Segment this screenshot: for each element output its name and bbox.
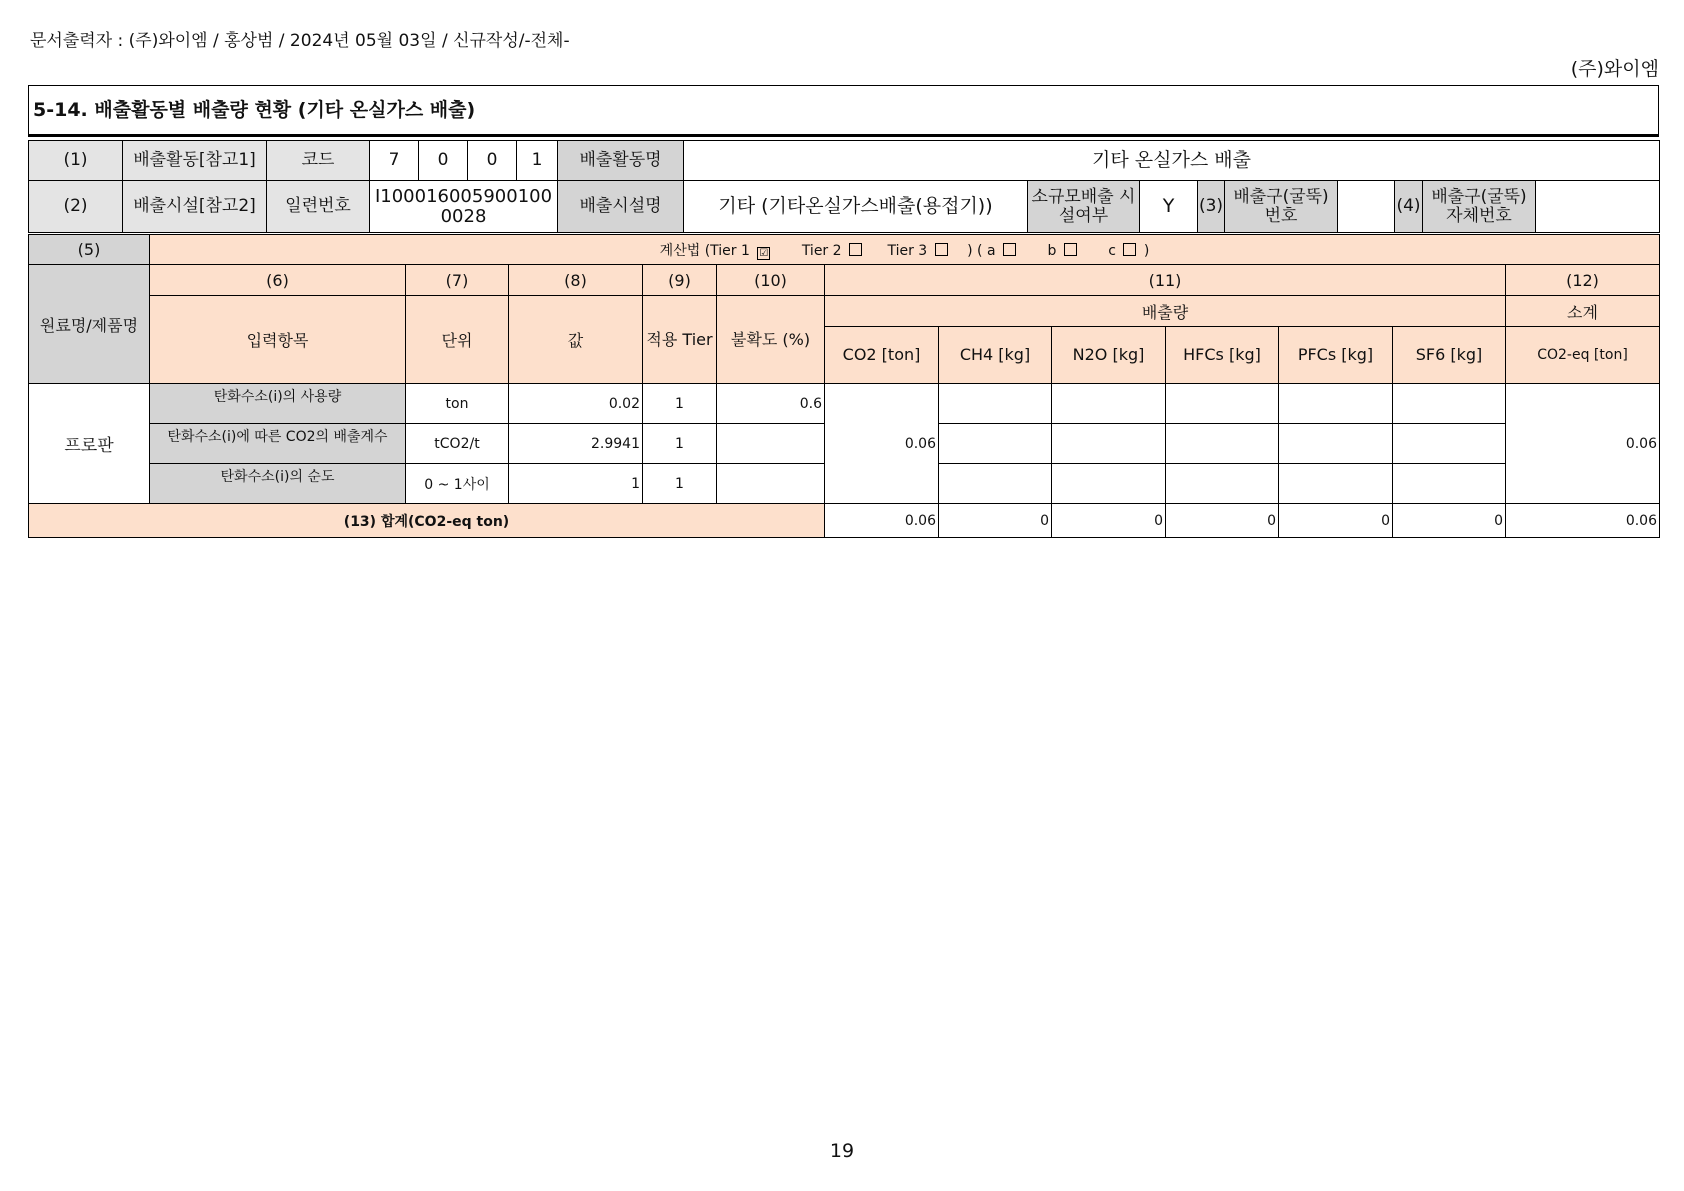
facility-name-value: 기타 (기타온실가스배출(용접기)) — [684, 181, 1028, 233]
n2o-cell — [1052, 384, 1166, 424]
own-outlet-number-value — [1536, 181, 1660, 233]
calculation-method — [150, 235, 1660, 265]
code-digit-4: 1 — [517, 141, 558, 181]
tier-cell: 1 — [643, 424, 717, 464]
co2eq-header: CO2-eq [ton] — [1506, 327, 1660, 384]
option-b-checkbox[interactable] — [1064, 243, 1077, 256]
emissions-table — [28, 234, 1660, 538]
tier3-checkbox[interactable] — [935, 243, 948, 256]
emissions-header: 배출량 — [825, 296, 1506, 327]
outlet-number-label: 배출구(굴뚝) 번호 — [1225, 181, 1338, 233]
value-header: 값 — [509, 296, 643, 384]
document-printer-line: 문서출력자 : (주)와이엠 / 홍상범 / 2024년 05월 03일 / 신규작성/-전체- — [30, 31, 570, 51]
pfcs-cell — [1279, 384, 1393, 424]
total-pfcs: 0 — [1279, 504, 1393, 538]
option-a-checkbox[interactable] — [1003, 243, 1016, 256]
code-digit-3: 0 — [468, 141, 517, 181]
sf6-header: SF6 [kg] — [1393, 327, 1506, 384]
hfcs-cell — [1166, 424, 1279, 464]
tier-cell: 1 — [643, 384, 717, 424]
close-paren: ) — [1143, 242, 1150, 259]
col11-number: (11) — [825, 265, 1506, 296]
n2o-cell — [1052, 424, 1166, 464]
pfcs-header: PFCs [kg] — [1279, 327, 1393, 384]
section-title: 5-14. 배출활동별 배출량 현황 (기타 온실가스 배출) — [28, 85, 1659, 137]
tier3-label: Tier 3 — [887, 242, 928, 259]
material-name-header: 원료명/제품명 — [29, 265, 150, 384]
col12-number: (12) — [1506, 265, 1660, 296]
activity-info-table — [28, 140, 1660, 233]
uncertainty-cell: 0.6 — [717, 384, 825, 424]
company-name: (주)와이엠 — [1570, 58, 1659, 80]
ch4-cell — [939, 424, 1052, 464]
col6-number: (6) — [150, 265, 406, 296]
n2o-header: N2O [kg] — [1052, 327, 1166, 384]
co2-emission-value: 0.06 — [825, 384, 939, 504]
total-n2o: 0 — [1052, 504, 1166, 538]
input-item: 탄화수소(i)의 순도 — [150, 464, 406, 504]
activity-name-label: 배출활동명 — [558, 141, 684, 181]
col10-number: (10) — [717, 265, 825, 296]
ch4-cell — [939, 384, 1052, 424]
value-cell: 1 — [509, 464, 643, 504]
hfcs-cell — [1166, 464, 1279, 504]
option-c-label: c — [1108, 242, 1116, 259]
total-hfcs: 0 — [1166, 504, 1279, 538]
col7-number: (7) — [406, 265, 509, 296]
input-item-header: 입력항목 — [150, 296, 406, 384]
material-name: 프로판 — [29, 384, 150, 504]
total-co2eq: 0.06 — [1506, 504, 1660, 538]
unit-cell: ton — [406, 384, 509, 424]
small-scale-label: 소규모배출 시설여부 — [1028, 181, 1140, 233]
tier1-checkbox[interactable]: ☑ — [757, 247, 770, 260]
total-ch4: 0 — [939, 504, 1052, 538]
tier2-label: Tier 2 — [801, 242, 842, 259]
code-label: 코드 — [267, 141, 370, 181]
facility-label: 배출시설[참고2] — [123, 181, 267, 233]
total-sf6: 0 — [1393, 504, 1506, 538]
uncertainty-cell — [717, 424, 825, 464]
option-c-checkbox[interactable] — [1123, 243, 1136, 256]
sf6-cell — [1393, 464, 1506, 504]
serial-label: 일련번호 — [267, 181, 370, 233]
subtotal-header: 소계 — [1506, 296, 1660, 327]
total-co2: 0.06 — [825, 504, 939, 538]
row5-number: (5) — [29, 235, 150, 265]
col9-number: (9) — [643, 265, 717, 296]
sf6-cell — [1393, 424, 1506, 464]
input-item: 탄화수소(i)에 따른 CO2의 배출계수 — [150, 424, 406, 464]
unit-cell: 0 ~ 1사이 — [406, 464, 509, 504]
n2o-cell — [1052, 464, 1166, 504]
activity-name-value: 기타 온실가스 배출 — [684, 141, 1660, 181]
outlet-number-value — [1338, 181, 1395, 233]
value-cell: 2.9941 — [509, 424, 643, 464]
own-outlet-number-label: 배출구(굴뚝) 자체번호 — [1423, 181, 1536, 233]
ch4-header: CH4 [kg] — [939, 327, 1052, 384]
tier2-checkbox[interactable] — [849, 243, 862, 256]
tier1-label: 계산법 (Tier 1 — [659, 242, 750, 259]
total-label: (13) 합계(CO2-eq ton) — [29, 504, 825, 538]
ch4-cell — [939, 464, 1052, 504]
uncertainty-header: 불확도 (%) — [717, 296, 825, 384]
row1-number: (1) — [29, 141, 123, 181]
code-digit-1: 7 — [370, 141, 419, 181]
option-b-label: b — [1047, 242, 1057, 259]
tier-cell: 1 — [643, 464, 717, 504]
table-row — [29, 384, 1660, 424]
co2-header: CO2 [ton] — [825, 327, 939, 384]
option-a-label: ) ( a — [967, 242, 996, 259]
co2eq-subtotal-value: 0.06 — [1506, 384, 1660, 504]
pfcs-cell — [1279, 464, 1393, 504]
small-scale-value: Y — [1140, 181, 1198, 233]
facility-name-label: 배출시설명 — [558, 181, 684, 233]
row3-number: (3) — [1198, 181, 1225, 233]
value-cell: 0.02 — [509, 384, 643, 424]
serial-number-value: I100016005900100 0028 — [370, 181, 558, 233]
hfcs-cell — [1166, 384, 1279, 424]
uncertainty-cell — [717, 464, 825, 504]
unit-header: 단위 — [406, 296, 509, 384]
row4-number: (4) — [1395, 181, 1423, 233]
input-item: 탄화수소(i)의 사용량 — [150, 384, 406, 424]
total-row — [29, 504, 1660, 538]
activity-label: 배출활동[참고1] — [123, 141, 267, 181]
unit-cell: tCO2/t — [406, 424, 509, 464]
code-digit-2: 0 — [419, 141, 468, 181]
sf6-cell — [1393, 384, 1506, 424]
page-number: 19 — [829, 1140, 855, 1162]
hfcs-header: HFCs [kg] — [1166, 327, 1279, 384]
col8-number: (8) — [509, 265, 643, 296]
tier-header: 적용 Tier — [643, 296, 717, 384]
pfcs-cell — [1279, 424, 1393, 464]
row2-number: (2) — [29, 181, 123, 233]
